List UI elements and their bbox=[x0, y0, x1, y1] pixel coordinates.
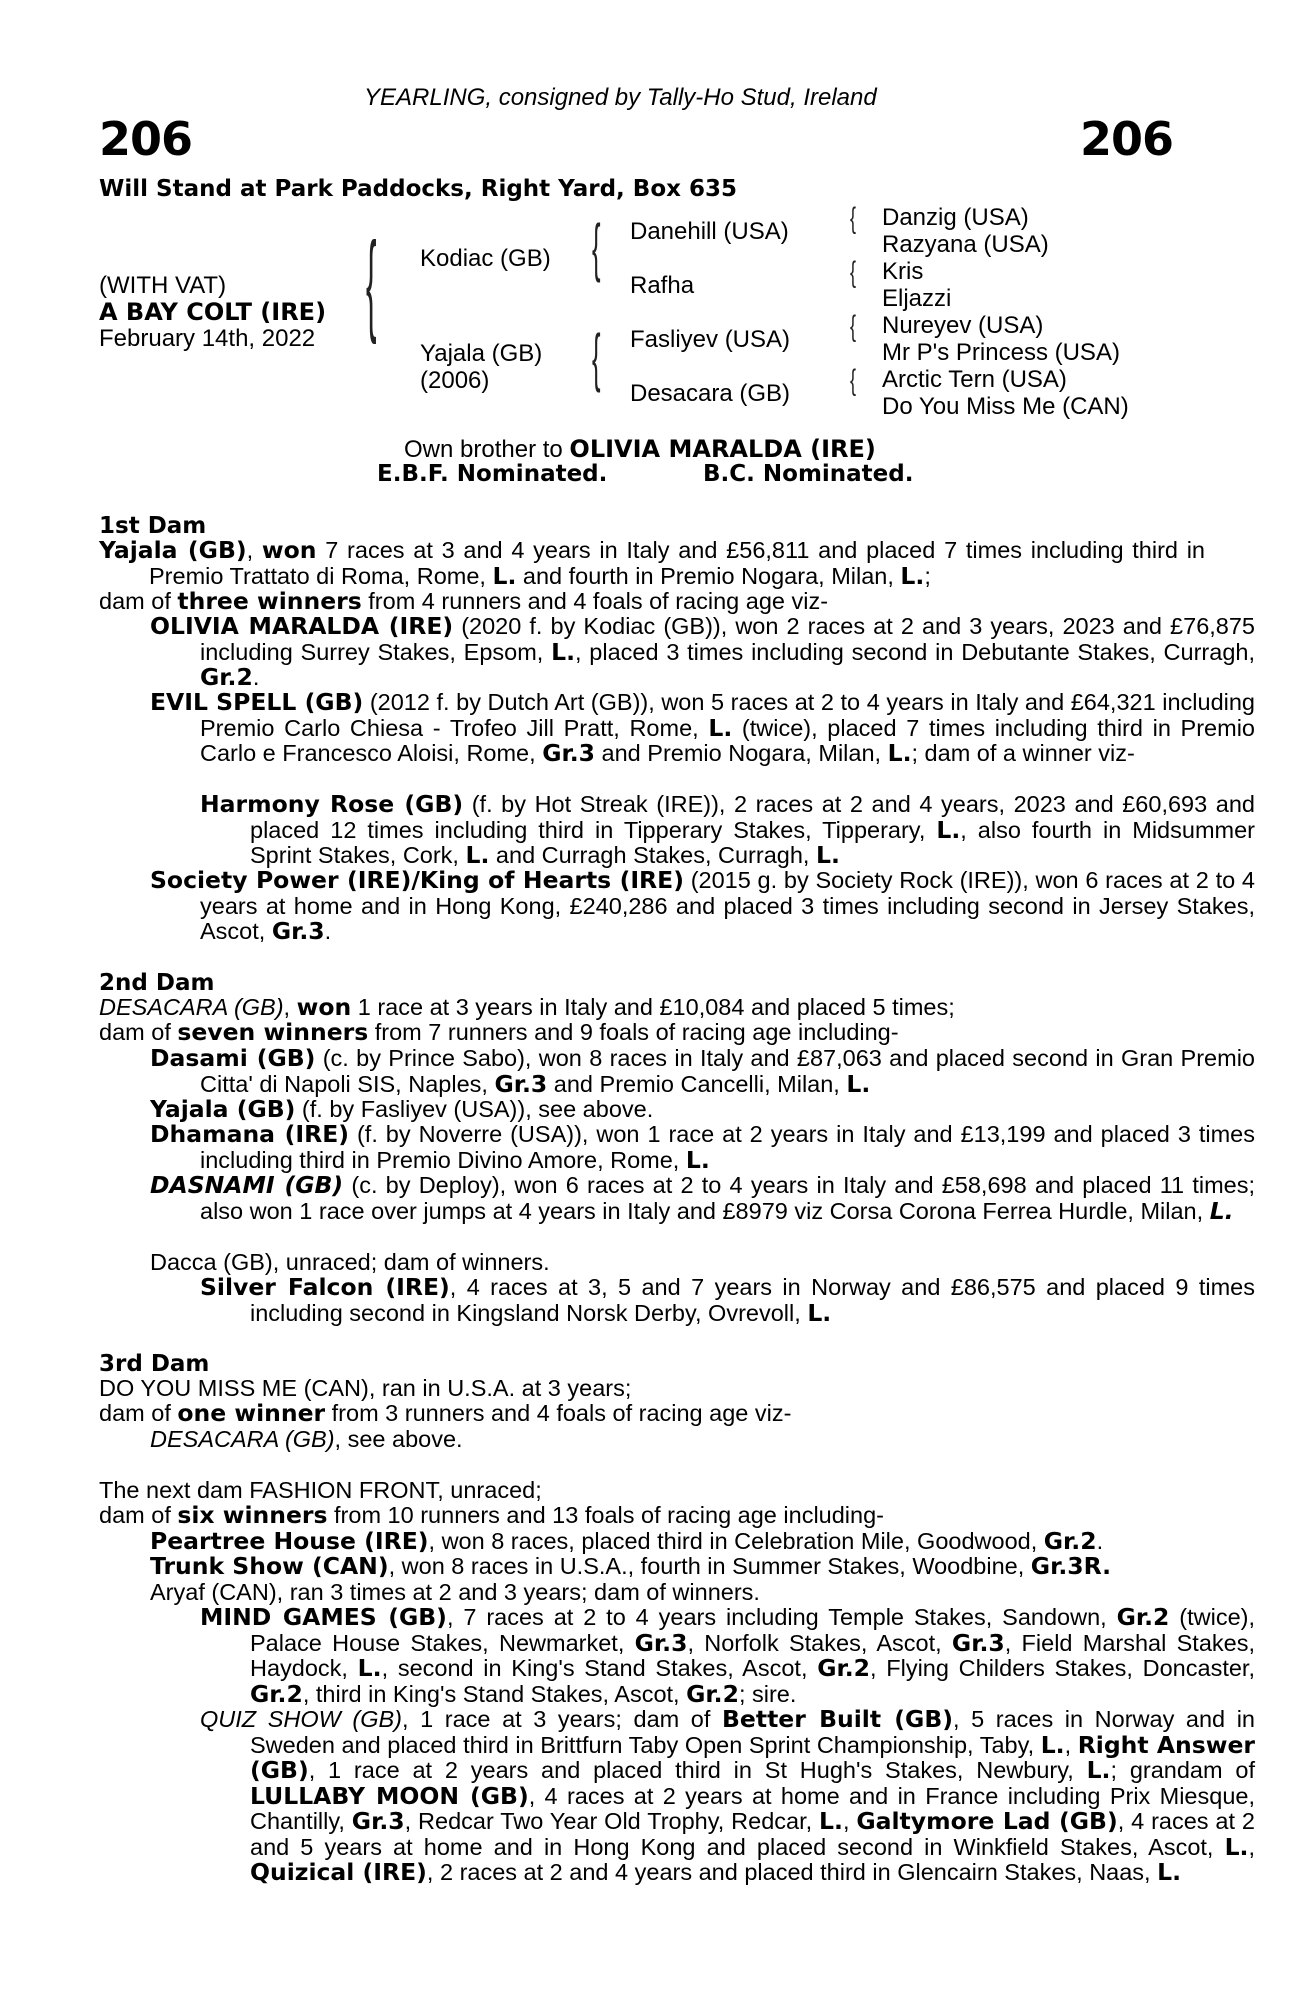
ancestor-1: Danzig (USA) bbox=[882, 204, 1029, 231]
consignment-line: YEARLING, consigned by Tally-Ho Stud, Ireland bbox=[364, 84, 877, 111]
pedigree-brace-g4: { bbox=[850, 364, 857, 397]
produce-aryaf: Aryaf (CAN), ran 3 times at 2 and 3 years; dam of winners. bbox=[150, 1579, 760, 1605]
foaling-date: February 14th, 2022 bbox=[99, 325, 316, 352]
dam-dam: Desacara (GB) bbox=[630, 380, 791, 407]
produce-evil-spell: EVIL SPELL (GB) (2012 f. by Dutch Art (GB)), won 5 races at 2 to 4 years in Italy and £64,321 including Premio Carlo Chiesa - Trofeo Jill Pratt, Rome, L. (twice), placed 7 times including third in Premio Carlo e Francesco Aloisi, Rome, Gr.3 and Premio Nogara, Milan, L.; dam of a winner viz- bbox=[150, 688, 1255, 767]
lot-number-left: 206 bbox=[99, 112, 193, 166]
produce-dhamana: Dhamana (IRE) (f. by Noverre (USA)), won 1 race at 2 years in Italy and £13,199 and placed 3 times including third in Premio Divino Amore, Rome, L. bbox=[150, 1120, 1255, 1174]
lot-name: A BAY COLT (IRE) bbox=[99, 298, 327, 326]
ancestor-3: Kris bbox=[882, 258, 924, 285]
first-dam-heading: 1st Dam bbox=[99, 513, 207, 539]
vat-note: (WITH VAT) bbox=[99, 272, 227, 299]
dam-name: Yajala (GB) bbox=[420, 340, 543, 367]
third-dam-entry: DO YOU MISS ME (CAN), ran in U.S.A. at 3 years; bbox=[99, 1375, 632, 1401]
produce-peartree-house: Peartree House (IRE), won 8 races, placed third in Celebration Mile, Goodwood, Gr.2. bbox=[150, 1527, 1104, 1555]
produce-quiz-show: QUIZ SHOW (GB), 1 race at 3 years; dam of Better Built (GB), 5 races in Norway and in Sweden and placed third in Brittfurn Taby Open Sprint Championship, Taby, L., Right Answer (GB), 1 race at 2 years and placed third in St Hugh's Stakes, Newbury, L.; grandam of LULLABY MOON (GB), 4 races at 2 years at home and in France including Prix Miesque, Chantilly, Gr.3, Redcar Two Year Old Trophy, Redcar, L., Galtymore Lad (GB), 4 races at 2 and 5 years at home and in Hong Kong and placed second in Winkfield Stakes, Ascot, L., Quizical (IRE), 2 races at 2 and 4 years and placed third in Glencairn Stakes, Naas, L. bbox=[200, 1705, 1256, 1886]
ancestor-6: Mr P's Princess (USA) bbox=[882, 339, 1120, 366]
produce-dasami: Dasami (GB) (c. by Prince Sabo), won 8 races in Italy and £87,063 and placed second in Gran Premio Citta' di Napoli SIS, Naples, Gr.3 and Premio Cancelli, Milan, L. bbox=[150, 1044, 1255, 1098]
next-dam-entry: The next dam FASHION FRONT, unraced; bbox=[99, 1477, 542, 1503]
lot-number-right: 206 bbox=[1080, 112, 1174, 166]
ancestor-2: Razyana (USA) bbox=[882, 231, 1049, 258]
third-dam-heading: 3rd Dam bbox=[99, 1351, 210, 1377]
pedigree-brace-sire: { bbox=[592, 211, 601, 283]
pedigree-brace-g2: { bbox=[850, 256, 857, 289]
produce-silver-falcon: Silver Falcon (IRE), 4 races at 3, 5 and 7 years in Norway and £86,575 and placed 9 times including second in Kingsland Norsk Derby, Ovrevoll, L. bbox=[200, 1273, 1255, 1327]
produce-dasnami: DASNAMI (GB) (c. by Deploy), won 6 races at 2 to 4 years in Italy and £58,698 and placed 11 times; also won 1 race over jumps at 4 years in Italy and £8979 viz Corsa Corona Ferrea Hurdle, Milan, L. bbox=[150, 1171, 1256, 1225]
sire-sire: Danehill (USA) bbox=[630, 218, 789, 245]
third-dam-produce-summary: dam of one winner from 3 runners and 4 foals of racing age viz- bbox=[99, 1399, 792, 1427]
pedigree-brace-g1: { bbox=[850, 202, 857, 235]
dam-sire: Fasliyev (USA) bbox=[630, 326, 791, 353]
first-dam-entry: Yajala (GB), won 7 races at 3 and 4 years in Italy and £56,811 and placed 7 times including third in Premio Trattato di Roma, Rome, L. and fourth in Premio Nogara, Milan, L.; bbox=[99, 536, 1206, 590]
ancestor-8: Do You Miss Me (CAN) bbox=[882, 393, 1129, 420]
produce-yajala: Yajala (GB) (f. by Fasliyev (USA)), see above. bbox=[150, 1095, 654, 1123]
second-dam-heading: 2nd Dam bbox=[99, 970, 215, 996]
produce-desacara: DESACARA (GB), see above. bbox=[150, 1426, 463, 1452]
pedigree-brace-main: { bbox=[366, 220, 377, 346]
produce-olivia-maralda: OLIVIA MARALDA (IRE) (2020 f. by Kodiac (GB)), won 2 races at 2 and 3 years, 2023 and £76,875 including Surrey Stakes, Epsom, L., placed 3 times including second in Debutante Stakes, Curragh, Gr.2. bbox=[150, 612, 1256, 691]
ancestor-4: Eljazzi bbox=[882, 285, 952, 312]
ancestor-5: Nureyev (USA) bbox=[882, 312, 1044, 339]
second-dam-entry: DESACARA (GB), won 1 race at 3 years in Italy and £10,084 and placed 5 times; bbox=[99, 993, 955, 1021]
ancestor-7: Arctic Tern (USA) bbox=[882, 366, 1067, 393]
sire-dam: Rafha bbox=[630, 272, 695, 299]
pedigree-brace-dam: { bbox=[592, 321, 601, 393]
sire-name: Kodiac (GB) bbox=[420, 245, 551, 272]
produce-dacca: Dacca (GB), unraced; dam of winners. bbox=[150, 1249, 550, 1275]
stand-location: Will Stand at Park Paddocks, Right Yard, Box 635 bbox=[99, 176, 737, 202]
own-brother-note: Own brother to OLIVIA MARALDA (IRE) bbox=[404, 435, 876, 463]
pedigree-brace-g3: { bbox=[850, 310, 857, 343]
produce-trunk-show: Trunk Show (CAN), won 8 races in U.S.A., fourth in Summer Stakes, Woodbine, Gr.3R. bbox=[150, 1552, 1112, 1580]
next-dam-produce-summary: dam of six winners from 10 runners and 13 foals of racing age including- bbox=[99, 1501, 884, 1529]
second-dam-produce-summary: dam of seven winners from 7 runners and 9 foals of racing age including- bbox=[99, 1018, 899, 1046]
produce-mind-games: MIND GAMES (GB), 7 races at 2 to 4 years including Temple Stakes, Sandown, Gr.2 (twice), Palace House Stakes, Newmarket, Gr.3, Norfolk Stakes, Ascot, Gr.3, Field Marshal Stakes, Haydock, L., second in King's Stand Stakes, Ascot, Gr.2, Flying Childers Stakes, Doncaster, Gr.2, third in King's Stand Stakes, Ascot, Gr.2; sire. bbox=[200, 1603, 1256, 1708]
bc-nominated: B.C. Nominated. bbox=[703, 461, 914, 487]
first-dam-produce-summary: dam of three winners from 4 runners and 4 foals of racing age viz- bbox=[99, 587, 829, 615]
dam-year: (2006) bbox=[420, 367, 490, 394]
produce-society-power: Society Power (IRE)/King of Hearts (IRE) (2015 g. by Society Rock (IRE)), won 6 races at 2 to 4 years at home and in Hong Kong, £240,286 and placed 3 times including second in Jersey Stakes, Ascot, Gr.3. bbox=[150, 866, 1255, 945]
produce-harmony-rose: Harmony Rose (GB) (f. by Hot Streak (IRE)), 2 races at 2 and 4 years, 2023 and £60,693 and placed 12 times including third in Tipperary Stakes, Tipperary, L., also fourth in Midsummer Sprint Stakes, Cork, L. and Curragh Stakes, Curragh, L. bbox=[200, 790, 1255, 869]
ebf-nominated: E.B.F. Nominated. bbox=[377, 461, 608, 487]
